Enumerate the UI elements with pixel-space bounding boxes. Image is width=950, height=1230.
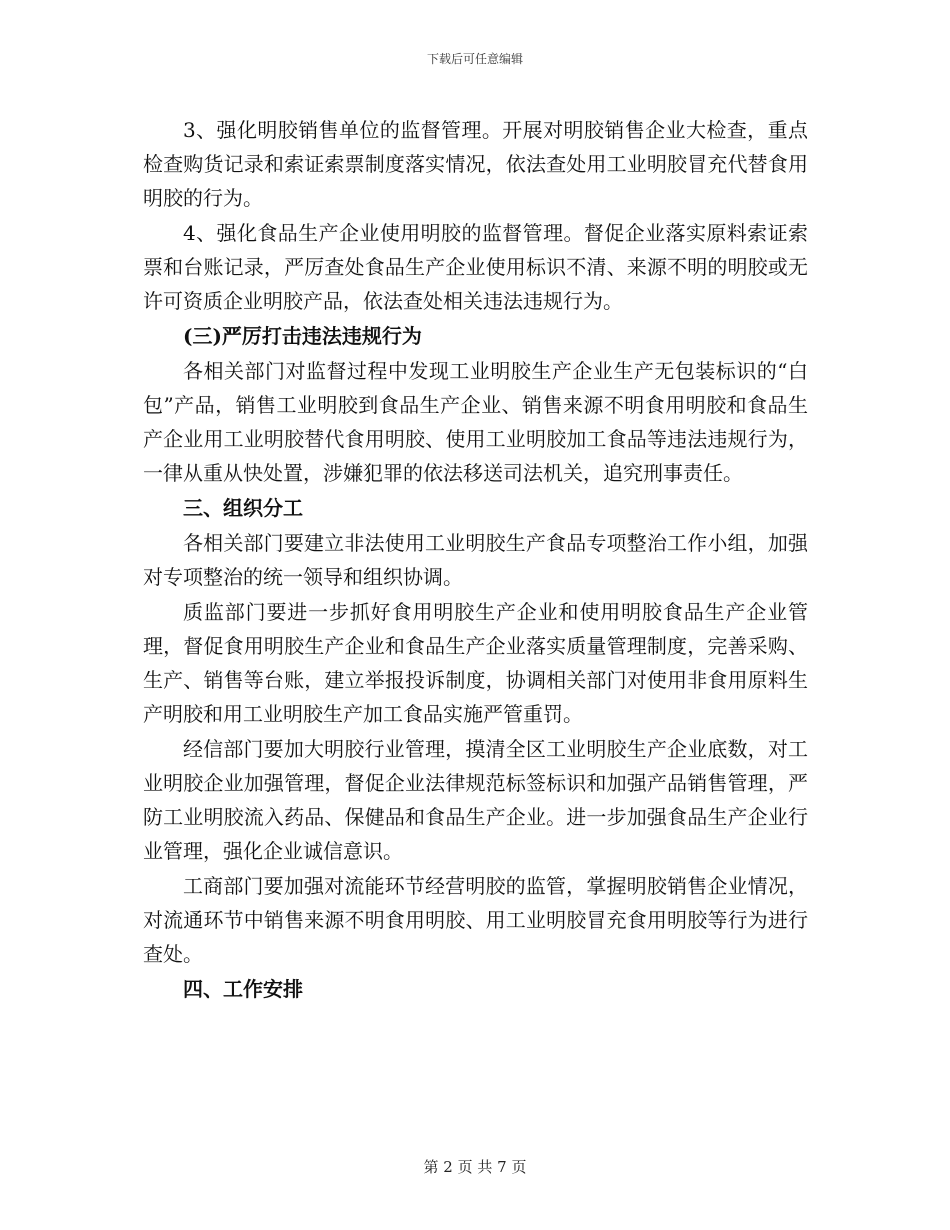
paragraph-crackdown: 各相关部门对监督过程中发现工业明胶生产企业生产无包装标识的“白包”产品，销售工业明胶到食品生产企业、销售来源不明食用明胶和食品生产企业用工业明胶替代食用明胶、使用工业明胶加工食品等违法违规行为，一律从重从快处置，涉嫌犯罪的依法移送司法机关，追究刑事责任。 — [143, 359, 808, 485]
heading-organization: 三、组织分工 — [183, 496, 303, 520]
paragraph-3-sales-supervision: 3、强化明胶销售单位的监督管理。开展对明胶销售企业大检查，重点检查购货记录和索证索票制度落实情况，依法查处用工业明胶冒充代替食用明胶的行为。 — [143, 118, 808, 210]
heading-crackdown: (三)严厉打击违法违规行为 — [183, 324, 422, 348]
paragraph-economic-information: 经信部门要加大明胶行业管理，摸清全区工业明胶生产企业底数，对工业明胶企业加强管理，督促企业法律规范标签标识和加强产品销售管理，严防工业明胶流入药品、保健品和食品生产企业。进一步加强食品生产企业行业管理，强化企业诚信意识。 — [143, 737, 808, 863]
paragraph-working-group: 各相关部门要建立非法使用工业明胶生产食品专项整治工作小组，加强对专项整治的统一领导和组织协调。 — [143, 531, 808, 589]
page-number: 第 2 页 共 7 页 — [423, 1158, 527, 1176]
document-body — [143, 113, 808, 1007]
paragraph-4-food-enterprise-supervision: 4、强化食品生产企业使用明胶的监督管理。督促企业落实原料索证索票和台账记录，严厉查处食品生产企业使用标识不清、来源不明的明胶或无许可资质企业明胶产品，依法查处相关违法违规行为。 — [143, 221, 808, 313]
paragraph-quality-supervision: 质监部门要进一步抓好食用明胶生产企业和使用明胶食品生产企业管理，督促食用明胶生产企业和食品生产企业落实质量管理制度，完善采购、生产、销售等台账，建立举报投诉制度，协调相关部门对使用非食用原料生产明胶和用工业明胶生产加工食品实施严管重罚。 — [143, 600, 808, 726]
paragraph-industry-commerce: 工商部门要加强对流能环节经营明胶的监管，掌握明胶销售企业情况，对流通环节中销售来源不明食用明胶、用工业明胶冒充食用明胶等行为进行查处。 — [143, 874, 808, 966]
heading-work-arrangement: 四、工作安排 — [183, 977, 303, 1001]
download-edit-note: 下载后可任意编辑 — [426, 52, 523, 66]
